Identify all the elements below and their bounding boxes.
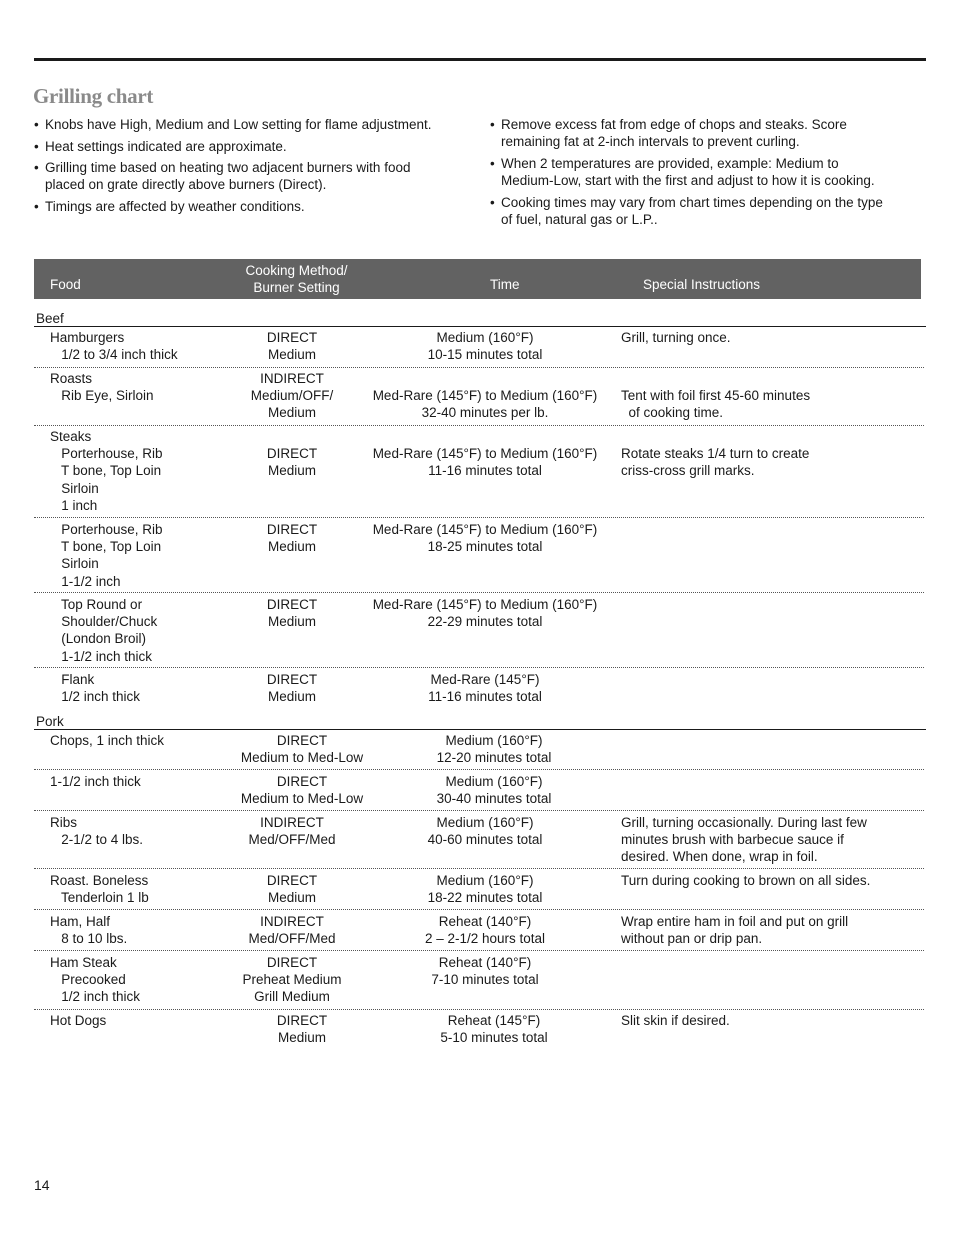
- method-cell-line: INDIRECT: [260, 815, 324, 830]
- time-cell-line: Reheat (145°F): [447, 1013, 541, 1028]
- column-header-method: Cooking Method/ Burner Setting: [245, 263, 348, 295]
- time-cell-line: [360, 428, 610, 445]
- time-cell-line: 10-15 minutes total: [427, 347, 543, 363]
- food-cell-line: Porterhouse, Rib: [50, 446, 163, 462]
- time-cell-line: Reheat (140°F): [438, 914, 532, 929]
- food-cell-line: 1-1/2 inch thick: [50, 648, 153, 664]
- method-cell-line: DIRECT: [276, 774, 328, 789]
- note-item: • Grilling time based on heating two adjacent burners with food placed on grate directly above burners (Direct).: [34, 159, 474, 193]
- section-label: Beef: [36, 311, 64, 326]
- time-cell-line: Medium (160°F): [436, 330, 534, 345]
- food-cell-line: T bone, Top Loin: [50, 539, 162, 555]
- instructions-cell-line: Wrap entire ham in foil and put on grill: [621, 914, 849, 929]
- food-cell: [50, 913, 127, 947]
- row-separator: [34, 769, 924, 770]
- table-header: [34, 259, 921, 299]
- food-cell-line: Flank: [50, 672, 95, 687]
- method-cell: [212, 428, 372, 480]
- page-title: Grilling chart: [33, 84, 154, 108]
- food-cell: [50, 596, 157, 665]
- time-cell-line: Med-Rare (145°F) to Medium (160°F): [372, 522, 598, 537]
- method-cell-line: DIRECT: [276, 733, 328, 748]
- instructions-cell-line: Rotate steaks 1/4 turn to create: [621, 446, 810, 462]
- method-cell: [212, 872, 372, 906]
- time-cell-line: 18-25 minutes total: [427, 539, 543, 555]
- time-cell-line: 12-20 minutes total: [436, 750, 552, 766]
- food-cell-line: 2-1/2 to 4 lbs.: [50, 832, 144, 848]
- instructions-cell: [621, 913, 848, 947]
- time-cell: [360, 872, 610, 906]
- time-cell-line: 40-60 minutes total: [427, 832, 543, 848]
- method-cell-line: INDIRECT: [260, 914, 324, 929]
- food-cell-line: Sirloin: [50, 480, 99, 496]
- method-cell-line: Medium: [267, 890, 316, 906]
- method-cell: [212, 814, 372, 848]
- method-cell-line: DIRECT: [276, 1013, 328, 1028]
- method-cell-line: Preheat Medium: [242, 972, 342, 988]
- method-cell-line: DIRECT: [266, 522, 318, 537]
- time-cell: [360, 913, 610, 947]
- instructions-cell: [621, 370, 810, 422]
- time-cell-line: [360, 370, 610, 387]
- food-cell-line: Steaks: [50, 429, 92, 444]
- instructions-cell: [621, 814, 867, 866]
- instructions-cell-line: [621, 370, 810, 387]
- instructions-cell-line: without pan or drip pan.: [621, 931, 763, 947]
- time-cell-line: 22-29 minutes total: [427, 614, 543, 630]
- time-cell-line: Med-Rare (145°F): [430, 672, 540, 687]
- column-header-time: Time: [490, 277, 520, 292]
- method-cell-line: DIRECT: [266, 330, 318, 345]
- food-cell-line: Top Round or: [50, 597, 143, 612]
- time-cell-line: Medium (160°F): [445, 733, 543, 748]
- time-cell-line: 7-10 minutes total: [431, 972, 539, 988]
- instructions-cell-line: Grill, turning once.: [621, 330, 731, 345]
- food-cell: [50, 671, 140, 705]
- food-cell-line: Hamburgers: [50, 330, 125, 345]
- row-separator: [34, 667, 924, 668]
- method-cell: [212, 671, 372, 705]
- food-cell-line: 1/2 inch thick: [50, 989, 141, 1005]
- method-cell-line: Medium: [267, 689, 316, 705]
- time-cell-line: 18-22 minutes total: [427, 890, 543, 906]
- time-cell: [360, 329, 610, 363]
- time-cell: [369, 773, 619, 807]
- food-cell: [50, 732, 164, 749]
- food-cell: [50, 1012, 106, 1029]
- column-header-instructions: Special Instructions: [643, 277, 761, 292]
- food-cell-line: 1/2 to 3/4 inch thick: [50, 347, 178, 363]
- row-separator: [34, 810, 924, 811]
- section-label: Pork: [36, 714, 64, 729]
- food-cell-line: Precooked: [50, 972, 126, 988]
- food-cell: [50, 872, 149, 906]
- time-cell-line: Medium (160°F): [445, 774, 543, 789]
- time-cell: [360, 428, 610, 480]
- instructions-cell-line: desired. When done, wrap in foil.: [621, 849, 818, 865]
- notes-right: [490, 116, 920, 232]
- method-cell-line: DIRECT: [266, 955, 318, 970]
- food-cell: [50, 370, 154, 404]
- note-item: • Remove excess fat from edge of chops and steaks. Score remaining fat at 2-inch intervals to prevent curling.: [490, 116, 920, 150]
- food-cell-line: 1/2 inch thick: [50, 689, 141, 705]
- note-item: • Cooking times may vary from chart times depending on the type of fuel, natural gas or L.P..: [490, 194, 920, 228]
- method-cell-line: INDIRECT: [260, 371, 324, 386]
- row-separator: [34, 592, 924, 593]
- food-cell: [50, 954, 140, 1006]
- top-rule: [34, 58, 926, 61]
- method-cell-line: Med/OFF/Med: [248, 832, 336, 848]
- method-cell: [212, 329, 372, 363]
- food-cell-line: Chops, 1 inch thick: [50, 733, 165, 748]
- time-cell-line: 2 – 2-1/2 hours total: [424, 931, 546, 947]
- method-cell-line: [212, 428, 372, 445]
- section-rule: [34, 326, 926, 327]
- instructions-cell-line: minutes brush with barbecue sauce if: [621, 832, 844, 848]
- time-cell: [369, 732, 619, 766]
- food-cell-line: T bone, Top Loin: [50, 463, 162, 479]
- note-item: • Heat settings indicated are approximate.: [34, 138, 474, 155]
- note-item: • Timings are affected by weather conditions.: [34, 198, 474, 215]
- row-separator: [34, 909, 924, 910]
- time-cell-line: Med-Rare (145°F) to Medium (160°F): [372, 597, 598, 612]
- instructions-cell: [621, 329, 731, 346]
- time-cell-line: 30-40 minutes total: [436, 791, 552, 807]
- food-cell-line: 8 to 10 lbs.: [50, 931, 128, 947]
- notes-left: [34, 116, 474, 220]
- food-cell-line: Shoulder/Chuck: [50, 614, 158, 630]
- food-cell-line: Sirloin: [50, 556, 99, 572]
- instructions-cell-line: [621, 428, 809, 445]
- food-cell-line: Ribs: [50, 815, 78, 830]
- method-cell: [222, 732, 382, 766]
- time-cell: [360, 521, 610, 555]
- note-item: • Knobs have High, Medium and Low setting for flame adjustment.: [34, 116, 474, 133]
- method-cell-line: Medium: [277, 1030, 326, 1046]
- instructions-cell: [621, 872, 870, 889]
- food-cell-line: 1 inch: [50, 497, 98, 513]
- food-cell: [50, 428, 163, 514]
- method-cell-line: Medium: [267, 405, 316, 421]
- time-cell-line: Reheat (140°F): [438, 955, 532, 970]
- instructions-cell-line: Tent with foil first 45-60 minutes: [621, 388, 811, 404]
- food-cell-line: Porterhouse, Rib: [50, 522, 163, 537]
- method-cell-line: Medium/OFF/: [250, 388, 334, 404]
- method-cell-line: Medium: [267, 539, 316, 555]
- time-cell-line: 11-16 minutes total: [428, 689, 542, 705]
- note-item: • When 2 temperatures are provided, example: Medium to Medium-Low, start with the first and adjust to how it is cooking.: [490, 155, 920, 189]
- time-cell-line: Medium (160°F): [436, 873, 534, 888]
- food-cell-line: Roasts: [50, 371, 93, 386]
- row-separator: [34, 868, 924, 869]
- food-cell: [50, 814, 143, 848]
- method-cell-line: Medium: [267, 463, 316, 479]
- food-cell-line: 1-1/2 inch thick: [50, 774, 141, 789]
- time-cell: [360, 671, 610, 705]
- food-cell: [50, 773, 141, 790]
- row-separator: [34, 517, 924, 518]
- time-cell: [360, 954, 610, 988]
- row-separator: [34, 425, 924, 426]
- time-cell: [360, 370, 610, 422]
- method-cell-line: Grill Medium: [254, 989, 330, 1005]
- time-cell-line: 11-16 minutes total: [428, 463, 542, 479]
- method-cell: [212, 954, 372, 1006]
- row-separator: [34, 950, 924, 951]
- food-cell-line: 1-1/2 inch: [50, 573, 121, 589]
- method-cell: [212, 913, 372, 947]
- section-rule: [34, 729, 926, 730]
- time-cell: [360, 814, 610, 848]
- column-header-food: Food: [50, 277, 81, 292]
- row-separator: [34, 1009, 924, 1010]
- food-cell-line: Hot Dogs: [50, 1013, 107, 1028]
- row-separator: [34, 367, 924, 368]
- method-cell: [222, 773, 382, 807]
- method-cell-line: DIRECT: [266, 672, 318, 687]
- food-cell: [50, 329, 178, 363]
- instructions-cell-line: Grill, turning occasionally. During last few: [621, 815, 867, 830]
- method-cell-line: DIRECT: [266, 873, 318, 888]
- method-cell-line: Medium to Med-Low: [240, 791, 364, 807]
- time-cell-line: 5-10 minutes total: [440, 1030, 548, 1046]
- instructions-cell: [621, 1012, 730, 1029]
- instructions-cell-line: of cooking time.: [621, 405, 724, 421]
- method-cell: [212, 596, 372, 630]
- time-cell-line: 32-40 minutes per lb.: [421, 405, 549, 421]
- food-cell-line: Ham Steak: [50, 955, 117, 970]
- time-cell-line: Med-Rare (145°F) to Medium (160°F): [372, 388, 598, 404]
- instructions-cell-line: Slit skin if desired.: [621, 1013, 730, 1028]
- time-cell: [360, 596, 610, 630]
- method-cell-line: Medium to Med-Low: [240, 750, 364, 766]
- method-cell: [212, 521, 372, 555]
- method-cell-line: Med/OFF/Med: [248, 931, 336, 947]
- method-cell: [212, 370, 372, 422]
- time-cell-line: Medium (160°F): [436, 815, 534, 830]
- method-cell-line: DIRECT: [266, 597, 318, 612]
- food-cell: [50, 521, 163, 590]
- time-cell: [369, 1012, 619, 1046]
- food-cell-line: Roast. Boneless: [50, 873, 149, 888]
- method-cell-line: Medium: [267, 614, 316, 630]
- method-cell-line: Medium: [267, 347, 316, 363]
- instructions-cell: [621, 428, 809, 480]
- instructions-cell-line: criss-cross grill marks.: [621, 463, 755, 479]
- food-cell-line: Rib Eye, Sirloin: [50, 388, 154, 404]
- time-cell-line: Med-Rare (145°F) to Medium (160°F): [372, 446, 598, 462]
- food-cell-line: Ham, Half: [50, 914, 111, 929]
- method-cell: [222, 1012, 382, 1046]
- method-cell-line: DIRECT: [266, 446, 318, 462]
- instructions-cell-line: Turn during cooking to brown on all sides.: [621, 873, 871, 888]
- food-cell-line: Tenderloin 1 lb: [50, 890, 149, 906]
- food-cell-line: (London Broil): [50, 631, 147, 647]
- page-number: 14: [34, 1177, 50, 1193]
